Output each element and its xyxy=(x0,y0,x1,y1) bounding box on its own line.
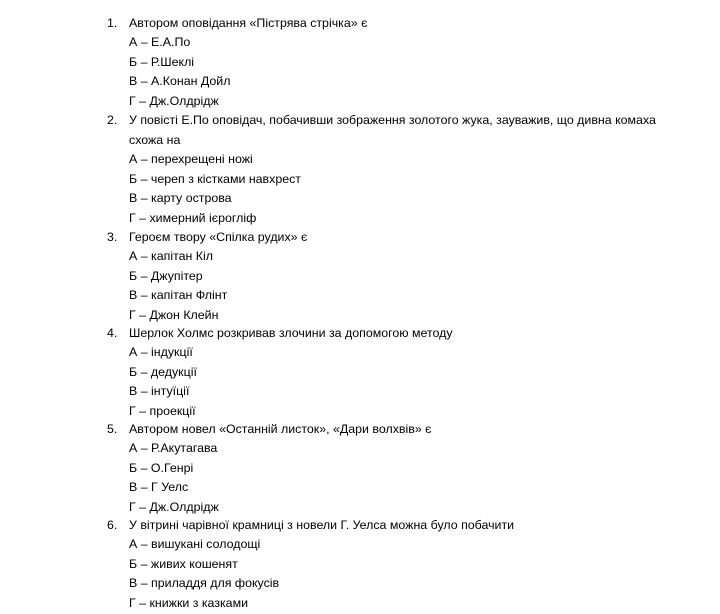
question-2 xyxy=(0,110,720,228)
question-text: У вітрині чарівної крамниці з новели Г. Уелса можна було побачити xyxy=(129,518,515,532)
answer-option-b: Б – череп з кістками навхрест xyxy=(129,171,301,186)
answer-option-a: А – перехрещені ножі xyxy=(129,152,253,166)
answer-option-v: В – приладдя для фокусів xyxy=(129,576,280,590)
question-line xyxy=(0,515,720,535)
answer-option-a: А – Р.Акутагава xyxy=(129,441,218,455)
question-line xyxy=(0,110,720,150)
answer-option-v: В – Г Уелс xyxy=(129,480,189,494)
answer-option-g: Г – проекції xyxy=(129,403,196,418)
answer-option-b: Б – дедукції xyxy=(129,364,197,379)
answer-option-a: А – вишукані солодощі xyxy=(129,537,261,551)
question-text: Героєм твору «Спілка рудих» є xyxy=(129,230,308,244)
answer-option-v: В – капітан Флінт xyxy=(129,288,228,302)
answer-option-g: Г – химерний ієрогліф xyxy=(129,210,257,225)
answer-option-v: В – інтуїції xyxy=(129,384,190,398)
question-5 xyxy=(0,419,720,517)
question-number: 3. xyxy=(107,230,118,244)
question-text: У повісті Е.По оповідач, побачивши зображення золотого жука, зауважив, що дивна комаха схожа на xyxy=(129,113,656,147)
answer-option-b: Б – О.Генрі xyxy=(129,460,194,475)
question-3 xyxy=(0,227,720,325)
question-6 xyxy=(0,515,720,613)
question-line xyxy=(0,323,720,343)
question-number: 6. xyxy=(107,518,118,532)
answer-option-v: В – карту острова xyxy=(129,191,232,205)
answer-option-g: Г – Дж.Олдрідж xyxy=(129,499,219,514)
question-line xyxy=(0,419,720,439)
answer-option-g: Г – Дж.Олдрідж xyxy=(129,93,219,108)
answer-option-b: Б – Джупітер xyxy=(129,268,203,283)
answer-option-v: В – А.Конан Дойл xyxy=(129,74,231,88)
question-number: 5. xyxy=(107,422,118,436)
answer-option-b: Б – живих кошенят xyxy=(129,556,238,571)
question-line xyxy=(0,13,720,33)
answer-option-a: А – Е.А.По xyxy=(129,35,191,49)
answer-option-b: Б – Р.Шеклі xyxy=(129,54,195,69)
question-line xyxy=(0,227,720,247)
answer-option-g: Г – Джон Клейн xyxy=(129,307,219,322)
answer-option-a: А – індукції xyxy=(129,345,193,359)
answer-option-a: А – капітан Кіл xyxy=(129,249,213,263)
question-number: 2. xyxy=(107,113,118,127)
question-number: 4. xyxy=(107,326,118,340)
question-text: Автором новел «Останній листок», «Дари волхвів» є xyxy=(129,422,432,436)
question-1 xyxy=(0,13,720,111)
answer-option-g: Г – книжки з казками xyxy=(129,595,249,610)
question-4 xyxy=(0,323,720,421)
question-text: Автором оповідання «Пістрява стрічка» є xyxy=(129,16,368,30)
question-text: Шерлок Холмс розкривав злочини за допомогою методу xyxy=(129,326,453,340)
question-number: 1. xyxy=(107,16,118,30)
